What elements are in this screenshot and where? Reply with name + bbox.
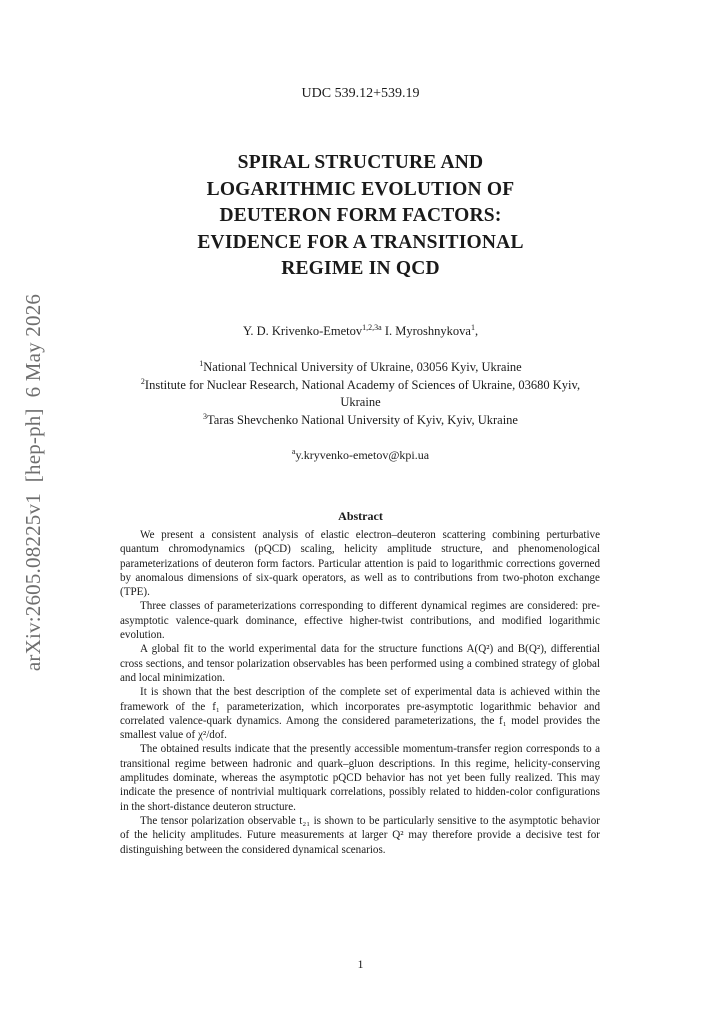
affiliation-mark: 3: [203, 411, 208, 421]
arxiv-identifier: arXiv:2605.08225v1 [hep-ph] 6 May 2026: [21, 293, 46, 671]
affiliation-line: [84, 377, 637, 395]
email-mark: a: [291, 447, 296, 456]
abstract-heading: Abstract: [338, 509, 383, 523]
affiliation-line: [84, 412, 637, 430]
abstract-paragraph: The tensor polarization observable t₂₁ is shown to be particularly sensitive to the asymptotic behavior of the helicity amplitudes. Future measurements at larger Q² may therefore provide a decisive test for distinguishing between the considered dynamical scenarios.: [120, 814, 600, 856]
affiliation-mark: 2: [140, 376, 145, 386]
author-list: [0, 324, 721, 339]
author-affiliation-mark: 1: [470, 323, 475, 332]
affiliation-line: [84, 394, 637, 412]
title-line: LOGARITHMIC EVOLUTION OF: [206, 178, 515, 200]
affiliation-text: Taras Shevchenko National University of Kyiv, Kyiv, Ukraine: [207, 412, 518, 427]
author-name: Y. D. Krivenko-Emetov: [242, 324, 363, 338]
title-line: SPIRAL STRUCTURE AND: [237, 152, 484, 173]
affiliation-text: Ukraine: [340, 395, 381, 409]
abstract-paragraph: Three classes of parameterizations corresponding to different dynamical regimes are considered: pre-asymptotic valence-quark dominance, effective higher-twist contributions, and modified logarithmic evolution.: [120, 600, 600, 642]
affiliation-line: [84, 359, 637, 377]
email-address: y.kryvenko-emetov@kpi.ua: [295, 448, 430, 462]
affiliation-text: National Technical University of Ukraine, 03056 Kyiv, Ukraine: [203, 360, 522, 374]
affiliations: [84, 359, 637, 429]
abstract-paragraph: The obtained results indicate that the presently accessible momentum-transfer region corresponds to a transitional regime between hadronic and quark–gluon descriptions. In this regime, helicity-conserving amplitudes dominate, whereas the asymptotic pQCD behavior has not yet been fully realized. This may indicate the presence of nontrivial multiquark correlations, possibly related to hidden-color configurations in the short-distance deuteron structure.: [120, 743, 600, 813]
abstract-body: [120, 528, 600, 857]
page-number: 1: [357, 957, 364, 971]
author-name: I. Myroshnykova: [384, 324, 471, 338]
affiliation-mark: 1: [199, 359, 204, 368]
abstract-paragraph: It is shown that the best description of the complete set of experimental data is achieved within the framework of the f₁ parameterization, which incorporates pre-asymptotic logarithmic behavior and correlated valence-quark dynamics. Among the considered parameterizations, the f₁ model provides the smallest value of χ²/dof.: [120, 686, 600, 742]
author-affiliation-mark: 1,2,3a: [362, 323, 382, 332]
contact-email: [0, 448, 721, 463]
author-list-tail: ,: [474, 324, 479, 338]
arxiv-sidebar: [10, 292, 58, 672]
affiliation-text: Institute for Nuclear Research, National Academy of Sciences of Ukraine, 03680 Kyiv,: [144, 377, 581, 392]
abstract-paragraph: A global fit to the world experimental data for the structure functions A(Q²) and B(Q²), differential cross sections, and tensor polarization observables has been performed using a combined strategy of global and local minimization.: [120, 643, 600, 684]
abstract-paragraph: We present a consistent analysis of elastic electron–deuteron scattering combining perturbative quantum chromodynamics (pQCD) scaling, helicity amplitude structure, and phenomenological parameterizations of deuteron form factors. Particular attention is paid to logarithmic corrections governed by anomalous dimensions of six-quark operators, as well as to contributions from two-photon exchange (TPE).: [120, 529, 600, 599]
paper-title: [140, 150, 581, 283]
title-line: EVIDENCE FOR A TRANSITIONAL: [197, 231, 524, 253]
udc-code: UDC 539.12+539.19: [301, 86, 420, 101]
title-line: DEUTERON FORM FACTORS:: [219, 205, 502, 226]
title-line: REGIME IN QCD: [281, 258, 440, 279]
